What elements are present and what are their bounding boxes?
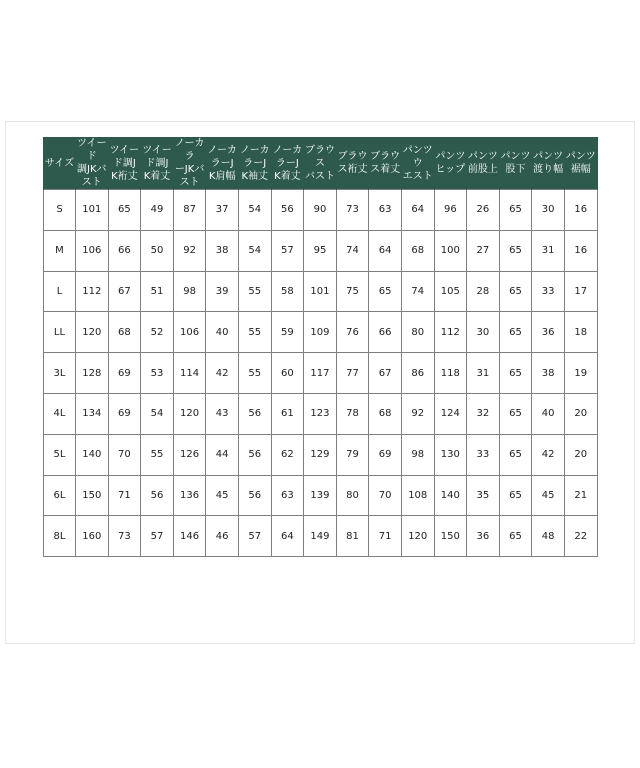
- column-header: ノーカ ラーJ K肩幅: [206, 137, 239, 190]
- measurement-cell: 70: [369, 475, 402, 516]
- measurement-cell: 33: [532, 271, 565, 312]
- measurement-cell: 59: [271, 312, 304, 353]
- table-row: [44, 393, 598, 434]
- measurement-cell: 45: [206, 475, 239, 516]
- measurement-cell: 65: [499, 516, 532, 557]
- measurement-cell: 96: [434, 190, 467, 231]
- measurement-cell: 136: [173, 475, 206, 516]
- measurement-cell: 45: [532, 475, 565, 516]
- measurement-cell: 68: [401, 230, 434, 271]
- table-row: [44, 353, 598, 394]
- measurement-cell: 54: [141, 393, 174, 434]
- measurement-cell: 22: [564, 516, 597, 557]
- measurement-cell: 19: [564, 353, 597, 394]
- measurement-cell: 71: [108, 475, 141, 516]
- measurement-cell: 70: [108, 434, 141, 475]
- measurement-cell: 40: [206, 312, 239, 353]
- measurement-cell: 86: [401, 353, 434, 394]
- measurement-cell: 33: [467, 434, 500, 475]
- size-label-cell: 3L: [44, 353, 76, 394]
- measurement-cell: 78: [336, 393, 369, 434]
- measurement-cell: 30: [467, 312, 500, 353]
- measurement-cell: 92: [173, 230, 206, 271]
- measurement-cell: 65: [499, 353, 532, 394]
- measurement-cell: 130: [434, 434, 467, 475]
- measurement-cell: 39: [206, 271, 239, 312]
- measurement-cell: 36: [532, 312, 565, 353]
- size-label-cell: 5L: [44, 434, 76, 475]
- measurement-cell: 92: [401, 393, 434, 434]
- measurement-cell: 74: [336, 230, 369, 271]
- measurement-cell: 57: [238, 516, 271, 557]
- column-header: パンツウ エスト: [401, 137, 434, 190]
- table-row: [44, 312, 598, 353]
- measurement-cell: 67: [369, 353, 402, 394]
- measurement-cell: 71: [369, 516, 402, 557]
- measurement-cell: 65: [108, 190, 141, 231]
- column-header: パンツ 前股上: [467, 137, 500, 190]
- measurement-cell: 65: [499, 190, 532, 231]
- column-header: ブラウ ス裄丈: [336, 137, 369, 190]
- size-label-cell: 8L: [44, 516, 76, 557]
- size-label-cell: 4L: [44, 393, 76, 434]
- measurement-cell: 69: [369, 434, 402, 475]
- measurement-cell: 64: [401, 190, 434, 231]
- table-row: [44, 230, 598, 271]
- size-label-cell: LL: [44, 312, 76, 353]
- measurement-cell: 55: [238, 312, 271, 353]
- measurement-cell: 76: [336, 312, 369, 353]
- measurement-cell: 54: [238, 190, 271, 231]
- measurement-cell: 31: [467, 353, 500, 394]
- measurement-cell: 139: [304, 475, 337, 516]
- size-label-cell: M: [44, 230, 76, 271]
- size-label-cell: L: [44, 271, 76, 312]
- measurement-cell: 90: [304, 190, 337, 231]
- measurement-cell: 101: [76, 190, 109, 231]
- measurement-cell: 117: [304, 353, 337, 394]
- size-chart-table: [43, 137, 598, 557]
- column-header: ツイード 調JKバ スト: [77, 138, 107, 188]
- measurement-cell: 26: [467, 190, 500, 231]
- table-body: [44, 190, 598, 557]
- measurement-cell: 32: [467, 393, 500, 434]
- measurement-cell: 69: [108, 393, 141, 434]
- measurement-cell: 108: [401, 475, 434, 516]
- measurement-cell: 105: [434, 271, 467, 312]
- measurement-cell: 68: [108, 312, 141, 353]
- measurement-cell: 101: [304, 271, 337, 312]
- measurement-cell: 18: [564, 312, 597, 353]
- measurement-cell: 16: [564, 230, 597, 271]
- measurement-cell: 114: [173, 353, 206, 394]
- measurement-cell: 68: [369, 393, 402, 434]
- measurement-cell: 146: [173, 516, 206, 557]
- measurement-cell: 73: [108, 516, 141, 557]
- measurement-cell: 120: [401, 516, 434, 557]
- measurement-cell: 30: [532, 190, 565, 231]
- measurement-cell: 112: [76, 271, 109, 312]
- measurement-cell: 118: [434, 353, 467, 394]
- measurement-cell: 37: [206, 190, 239, 231]
- measurement-cell: 87: [173, 190, 206, 231]
- measurement-cell: 98: [173, 271, 206, 312]
- measurement-cell: 43: [206, 393, 239, 434]
- measurement-cell: 62: [271, 434, 304, 475]
- column-header: サイズ: [44, 137, 76, 190]
- measurement-cell: 67: [108, 271, 141, 312]
- measurement-cell: 109: [304, 312, 337, 353]
- measurement-cell: 112: [434, 312, 467, 353]
- column-header: パンツ ヒップ: [434, 137, 467, 190]
- measurement-cell: 120: [76, 312, 109, 353]
- measurement-cell: 75: [336, 271, 369, 312]
- measurement-cell: 55: [238, 271, 271, 312]
- measurement-cell: 69: [108, 353, 141, 394]
- measurement-cell: 74: [401, 271, 434, 312]
- column-header: パンツ 渡り幅: [532, 137, 565, 190]
- measurement-cell: 55: [238, 353, 271, 394]
- measurement-cell: 65: [499, 393, 532, 434]
- measurement-cell: 31: [532, 230, 565, 271]
- measurement-cell: 66: [369, 312, 402, 353]
- measurement-cell: 98: [401, 434, 434, 475]
- measurement-cell: 73: [336, 190, 369, 231]
- measurement-cell: 123: [304, 393, 337, 434]
- measurement-cell: 42: [532, 434, 565, 475]
- measurement-cell: 63: [271, 475, 304, 516]
- measurement-cell: 126: [173, 434, 206, 475]
- measurement-cell: 150: [434, 516, 467, 557]
- measurement-cell: 20: [564, 434, 597, 475]
- measurement-cell: 56: [271, 190, 304, 231]
- measurement-cell: 65: [499, 434, 532, 475]
- measurement-cell: 95: [304, 230, 337, 271]
- column-header: ノーカラ ーJKバ スト: [174, 138, 205, 188]
- measurement-cell: 106: [173, 312, 206, 353]
- measurement-cell: 106: [76, 230, 109, 271]
- measurement-cell: 44: [206, 434, 239, 475]
- column-header: パンツ 裾幅: [564, 137, 597, 190]
- measurement-cell: 129: [304, 434, 337, 475]
- measurement-cell: 27: [467, 230, 500, 271]
- measurement-cell: 160: [76, 516, 109, 557]
- measurement-cell: 50: [141, 230, 174, 271]
- measurement-cell: 49: [141, 190, 174, 231]
- measurement-cell: 56: [141, 475, 174, 516]
- measurement-cell: 48: [532, 516, 565, 557]
- measurement-cell: 81: [336, 516, 369, 557]
- size-label-cell: 6L: [44, 475, 76, 516]
- measurement-cell: 80: [401, 312, 434, 353]
- measurement-cell: 124: [434, 393, 467, 434]
- column-header: ノーカ ラーJ K袖丈: [238, 137, 271, 190]
- column-header: ブラウス バスト: [304, 137, 337, 190]
- measurement-cell: 57: [141, 516, 174, 557]
- column-header: ノーカ ラーJ K着丈: [271, 137, 304, 190]
- column-header: ブラウ ス着丈: [369, 137, 402, 190]
- measurement-cell: 140: [434, 475, 467, 516]
- measurement-cell: 66: [108, 230, 141, 271]
- measurement-cell: 120: [173, 393, 206, 434]
- measurement-cell: 56: [238, 393, 271, 434]
- measurement-cell: 56: [238, 475, 271, 516]
- measurement-cell: 79: [336, 434, 369, 475]
- header-row: [44, 137, 598, 190]
- measurement-cell: 21: [564, 475, 597, 516]
- column-header: パンツ 股下: [499, 137, 532, 190]
- measurement-cell: 80: [336, 475, 369, 516]
- measurement-cell: 58: [271, 271, 304, 312]
- measurement-cell: 16: [564, 190, 597, 231]
- measurement-cell: 63: [369, 190, 402, 231]
- measurement-cell: 52: [141, 312, 174, 353]
- measurement-cell: 150: [76, 475, 109, 516]
- measurement-cell: 65: [499, 230, 532, 271]
- table-row: [44, 516, 598, 557]
- measurement-cell: 60: [271, 353, 304, 394]
- measurement-cell: 100: [434, 230, 467, 271]
- measurement-cell: 40: [532, 393, 565, 434]
- measurement-cell: 56: [238, 434, 271, 475]
- size-label-cell: S: [44, 190, 76, 231]
- measurement-cell: 128: [76, 353, 109, 394]
- measurement-cell: 46: [206, 516, 239, 557]
- column-header: ツイー ド調J K裄丈: [108, 137, 141, 190]
- measurement-cell: 149: [304, 516, 337, 557]
- table-row: [44, 271, 598, 312]
- table-row: [44, 190, 598, 231]
- measurement-cell: 36: [467, 516, 500, 557]
- measurement-cell: 35: [467, 475, 500, 516]
- measurement-cell: 54: [238, 230, 271, 271]
- measurement-cell: 57: [271, 230, 304, 271]
- table-row: [44, 434, 598, 475]
- measurement-cell: 134: [76, 393, 109, 434]
- measurement-cell: 64: [271, 516, 304, 557]
- measurement-cell: 20: [564, 393, 597, 434]
- measurement-cell: 17: [564, 271, 597, 312]
- measurement-cell: 38: [532, 353, 565, 394]
- table-row: [44, 475, 598, 516]
- measurement-cell: 51: [141, 271, 174, 312]
- column-header: ツイー ド調J K着丈: [141, 137, 174, 190]
- measurement-cell: 28: [467, 271, 500, 312]
- measurement-cell: 65: [499, 312, 532, 353]
- measurement-cell: 65: [369, 271, 402, 312]
- measurement-cell: 38: [206, 230, 239, 271]
- measurement-cell: 77: [336, 353, 369, 394]
- measurement-cell: 55: [141, 434, 174, 475]
- measurement-cell: 42: [206, 353, 239, 394]
- measurement-cell: 65: [499, 271, 532, 312]
- measurement-cell: 61: [271, 393, 304, 434]
- measurement-cell: 64: [369, 230, 402, 271]
- measurement-cell: 140: [76, 434, 109, 475]
- measurement-cell: 65: [499, 475, 532, 516]
- measurement-cell: 53: [141, 353, 174, 394]
